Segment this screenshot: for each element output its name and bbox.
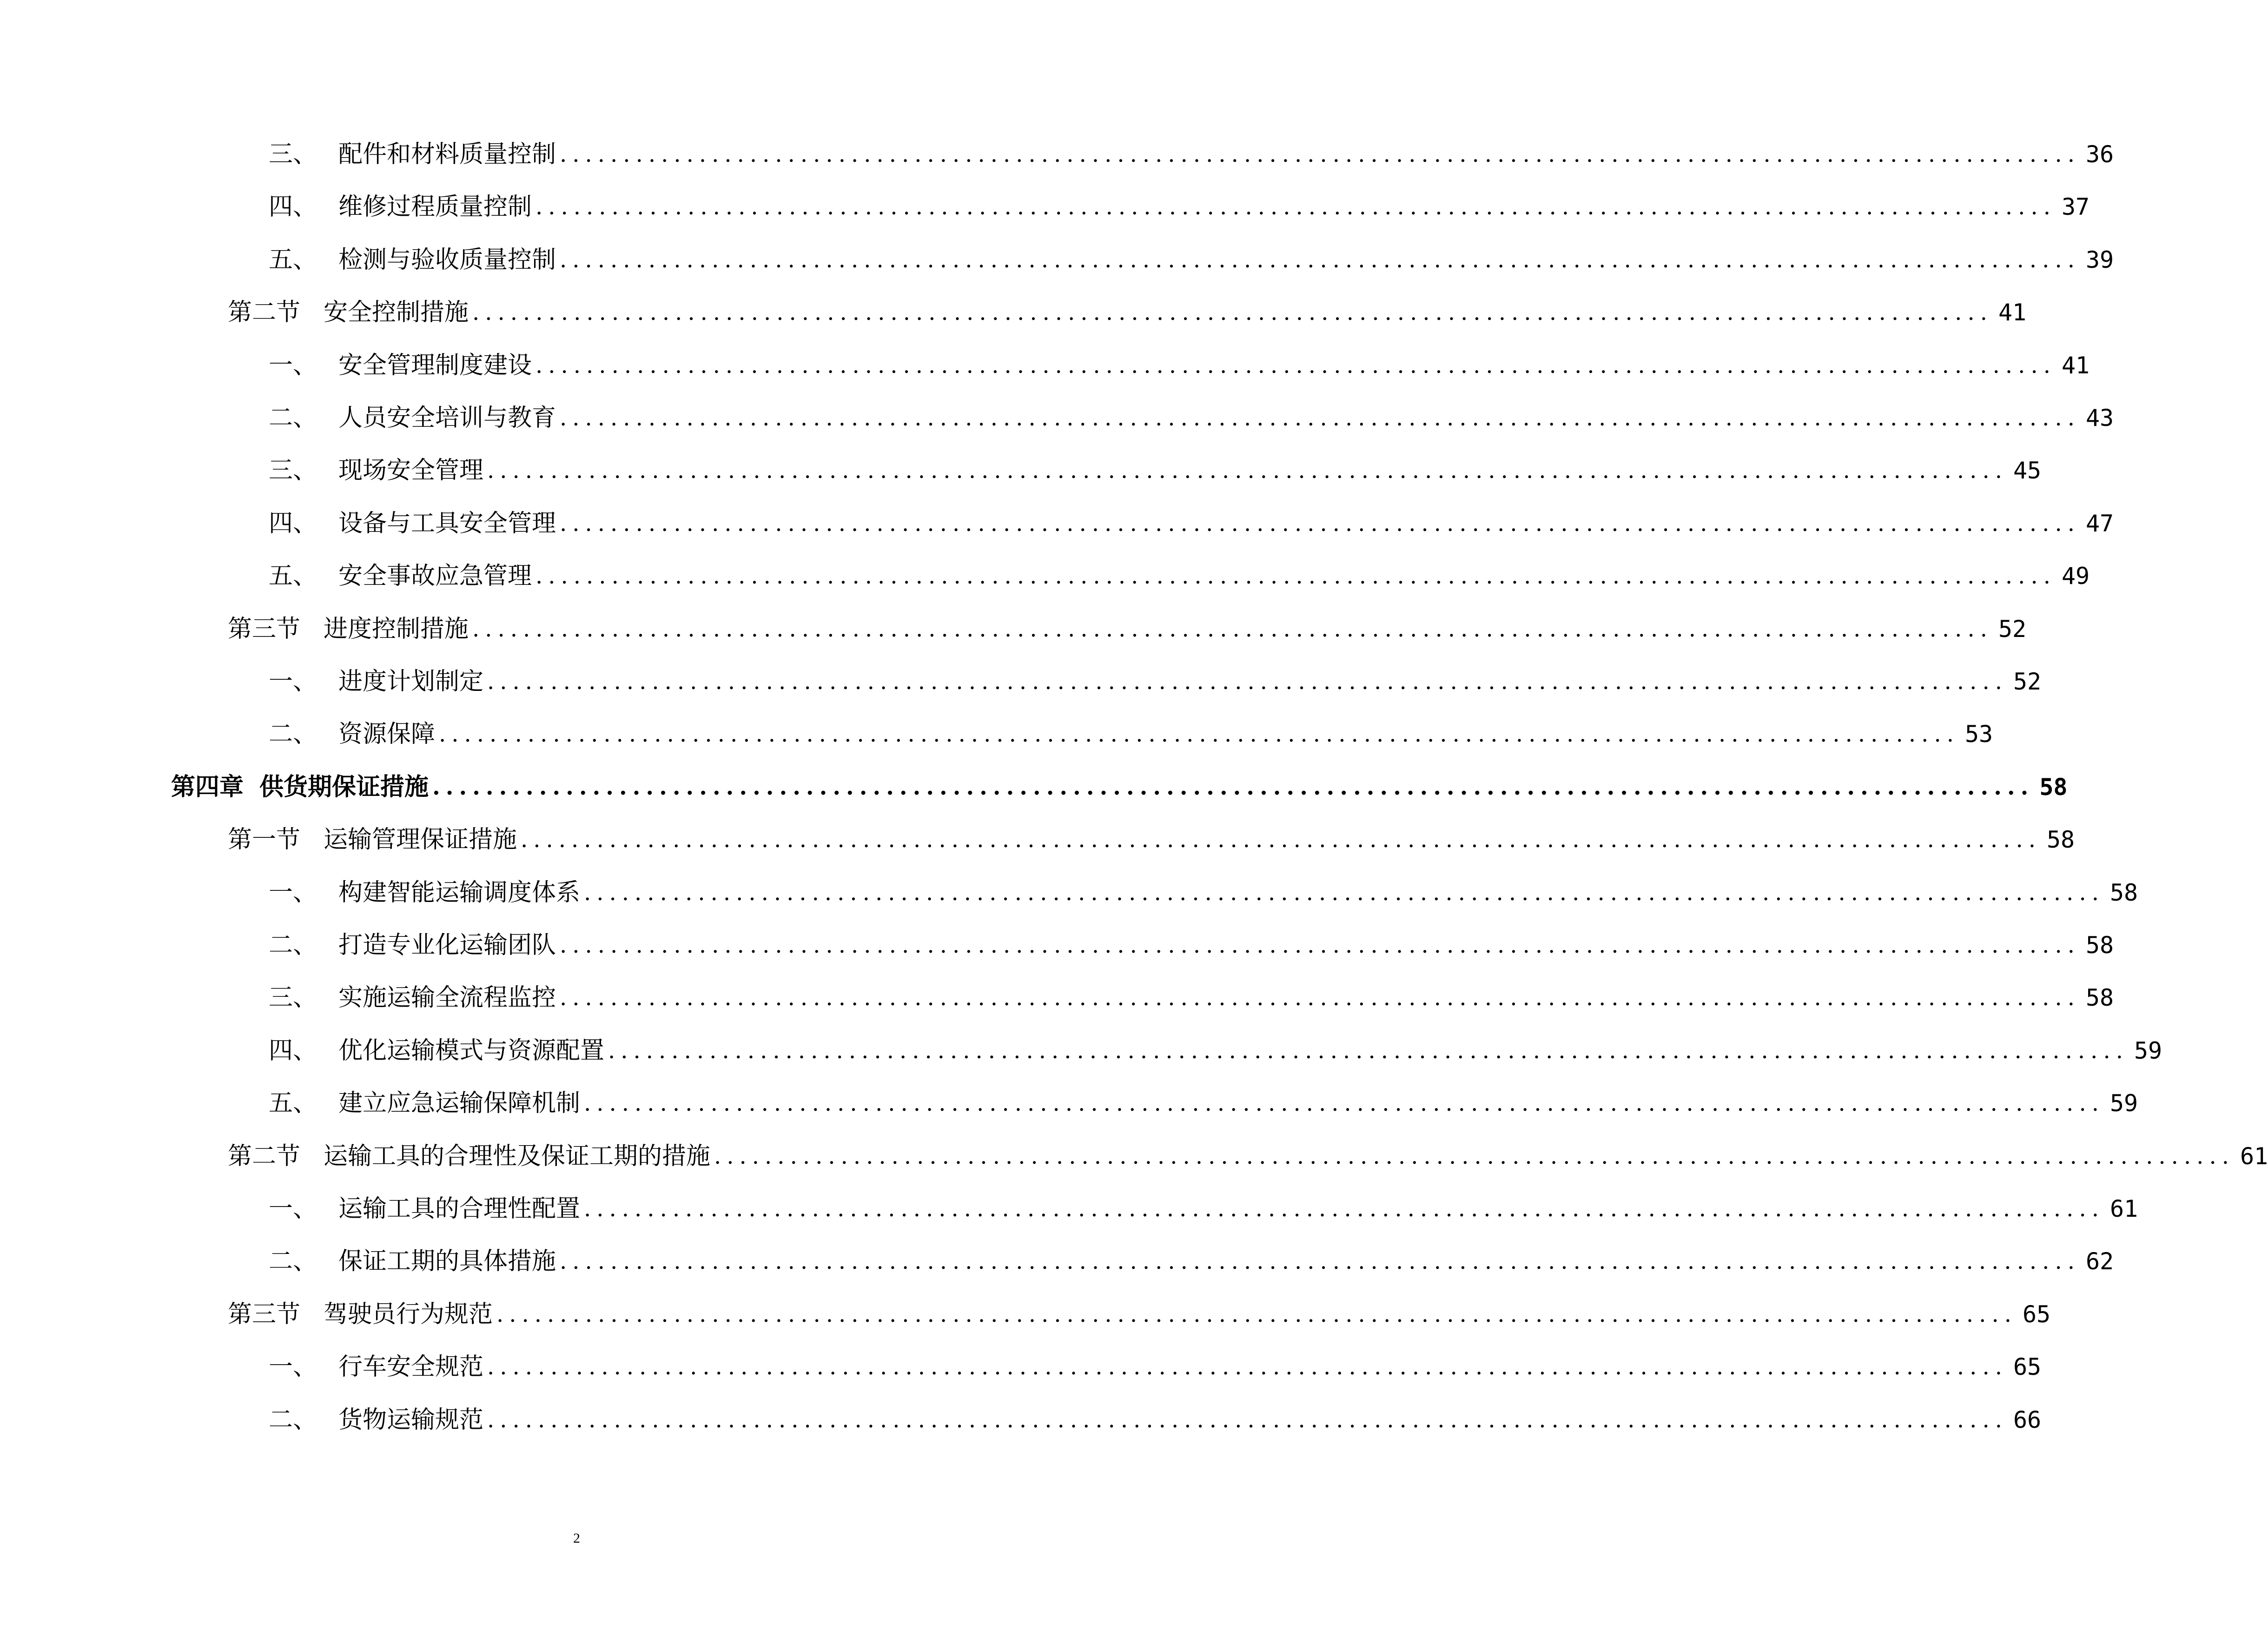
toc-subsection-entry[interactable] [269, 1190, 2138, 1227]
toc-entry-page: 58 [2039, 774, 2068, 801]
toc-subsection-entry[interactable] [269, 1348, 2042, 1386]
toc-entry-page: 37 [2061, 193, 2090, 220]
toc-entry-title: 优化运输模式与资源配置 [338, 1037, 605, 1065]
toc-entry-number: 二、 [269, 1406, 317, 1434]
toc-dot-leader: ........................................................................................................................ [496, 1301, 2017, 1327]
toc-entry-number: 二、 [269, 404, 317, 432]
toc-subsection-entry[interactable] [269, 874, 2138, 911]
toc-entry-title: 安全管理制度建设 [338, 351, 532, 379]
toc-entry-page: 43 [2085, 404, 2114, 431]
toc-entry-title: 安全控制措施 [324, 298, 469, 326]
toc-dot-leader: ........................................................................................................................ [560, 247, 2080, 273]
toc-entry-number: 一、 [269, 1353, 317, 1381]
toc-entry-title: 保证工期的具体措施 [338, 1247, 556, 1275]
toc-subsection-entry[interactable] [269, 663, 2042, 700]
toc-entry-title: 运输工具的合理性及保证工期的措施 [324, 1142, 711, 1170]
toc-dot-leader: ........................................................................................................................ [521, 827, 2041, 853]
toc-dot-leader: ........................................................................................................................ [472, 299, 1993, 325]
toc-entry-page: 65 [2013, 1353, 2042, 1380]
toc-entry-page: 52 [2013, 668, 2042, 695]
toc-dot-leader: ........................................................................................................................ [536, 194, 2056, 220]
toc-dot-leader: ........................................................................................................................ [560, 405, 2080, 431]
toc-entry-number: 二、 [269, 1247, 317, 1275]
toc-entry-title: 打造专业化运输团队 [338, 931, 556, 959]
toc-subsection-entry[interactable] [269, 1032, 2162, 1069]
toc-entry-number: 五、 [269, 562, 317, 590]
toc-section-entry[interactable] [228, 821, 2075, 858]
toc-dot-leader: ........................................................................................................................ [536, 563, 2056, 589]
toc-entry-title: 供货期保证措施 [259, 773, 429, 801]
toc-entry-title: 运输管理保证措施 [324, 826, 517, 854]
toc-entry-number: 第一节 [228, 826, 301, 854]
toc-entry-title: 构建智能运输调度体系 [338, 879, 581, 907]
toc-dot-leader: ........................................................................................................................ [439, 721, 1959, 747]
toc-chapter-entry[interactable] [171, 769, 2068, 806]
toc-subsection-entry[interactable] [269, 241, 2114, 278]
toc-section-entry[interactable] [228, 610, 2027, 648]
toc-subsection-entry[interactable] [269, 927, 2114, 964]
toc-entry-page: 52 [1998, 616, 2027, 643]
toc-subsection-entry[interactable] [269, 1401, 2042, 1439]
toc-entry-number: 第二节 [228, 1142, 301, 1170]
toc-subsection-entry[interactable] [269, 979, 2114, 1016]
toc-dot-leader: ........................................................................................................................ [487, 1354, 2008, 1380]
toc-dot-leader: ........................................................................................................................ [536, 352, 2056, 378]
toc-entry-page: 41 [2061, 352, 2090, 379]
toc-entry-page: 41 [1998, 299, 2027, 326]
toc-entry-title: 进度控制措施 [324, 615, 469, 643]
toc-dot-leader: ........................................................................................................................ [560, 932, 2080, 958]
toc-entry-title: 驾驶员行为规范 [324, 1300, 493, 1328]
toc-entry-number: 四、 [269, 1037, 317, 1065]
toc-dot-leader: ........................................................................................................................ [487, 457, 2008, 484]
toc-entry-page: 58 [2109, 879, 2138, 906]
toc-entry-page: 59 [2134, 1037, 2162, 1064]
toc-section-entry[interactable] [228, 1138, 2268, 1175]
toc-entry-page: 58 [2046, 826, 2075, 853]
toc-entry-page: 45 [2013, 457, 2042, 484]
toc-dot-leader: ........................................................................................................................ [560, 985, 2080, 1011]
toc-entry-page: 39 [2085, 246, 2114, 273]
toc-entry-page: 36 [2085, 141, 2114, 168]
toc-entry-page: 61 [2240, 1143, 2268, 1170]
toc-entry-number: 一、 [269, 351, 317, 379]
toc-entry-title: 行车安全规范 [338, 1353, 484, 1381]
toc-entry-number: 三、 [269, 457, 317, 484]
toc-entry-page: 61 [2109, 1195, 2138, 1222]
toc-entry-title: 资源保障 [338, 720, 436, 748]
toc-entry-title: 进度计划制定 [338, 668, 484, 696]
toc-dot-leader: ........................................................................................................................ [487, 1407, 2008, 1433]
toc-subsection-entry[interactable] [269, 347, 2090, 384]
toc-entry-title: 货物运输规范 [338, 1406, 484, 1434]
toc-subsection-entry[interactable] [269, 505, 2114, 542]
toc-dot-leader: ........................................................................................................................ [487, 669, 2008, 695]
toc-subsection-entry[interactable] [269, 1085, 2138, 1122]
toc-subsection-entry[interactable] [269, 399, 2114, 437]
toc-entry-page: 66 [2013, 1406, 2042, 1433]
toc-entry-number: 三、 [269, 140, 317, 168]
toc-entry-title: 安全事故应急管理 [338, 562, 532, 590]
toc-entry-title: 设备与工具安全管理 [338, 510, 556, 537]
toc-entry-page: 58 [2085, 932, 2114, 959]
toc-entry-title: 现场安全管理 [338, 457, 484, 484]
toc-entry-number: 三、 [269, 984, 317, 1012]
toc-entry-title: 维修过程质量控制 [338, 193, 532, 221]
toc-entry-number: 一、 [269, 879, 317, 907]
toc-dot-leader: ........................................................................................................................ [584, 880, 2104, 906]
toc-entry-title: 建立应急运输保障机制 [338, 1089, 581, 1117]
toc-subsection-entry[interactable] [269, 716, 1993, 753]
toc-entry-page: 58 [2085, 984, 2114, 1011]
toc-subsection-entry[interactable] [269, 188, 2090, 225]
toc-entry-page: 49 [2061, 563, 2090, 590]
toc-section-entry[interactable] [228, 294, 2027, 331]
toc-entry-number: 第二节 [228, 298, 301, 326]
toc-subsection-entry[interactable] [269, 136, 2114, 173]
toc-entry-page: 65 [2022, 1301, 2051, 1328]
toc-entry-number: 四、 [269, 510, 317, 537]
toc-subsection-entry[interactable] [269, 1243, 2114, 1280]
toc-dot-leader: ........................................................................................................................ [560, 511, 2080, 537]
toc-entry-title: 检测与验收质量控制 [338, 246, 556, 274]
toc-entry-number: 一、 [269, 668, 317, 696]
toc-dot-leader: ........................................................................................................................ [608, 1038, 2129, 1064]
toc-dot-leader: ........................................................................................................................ [714, 1143, 2235, 1169]
toc-section-entry[interactable] [228, 1296, 2051, 1333]
toc-dot-leader: ........................................................................................................................ [432, 774, 2034, 800]
toc-dot-leader: ........................................................................................................................ [472, 616, 1993, 642]
toc-entry-title: 实施运输全流程监控 [338, 984, 556, 1012]
toc-entry-number: 第三节 [228, 1300, 301, 1328]
toc-dot-leader: ........................................................................................................................ [584, 1196, 2104, 1222]
toc-dot-leader: ........................................................................................................................ [560, 141, 2080, 167]
toc-entry-number: 四、 [269, 193, 317, 221]
toc-entry-number: 第四章 [171, 773, 244, 801]
toc-entry-title: 配件和材料质量控制 [338, 140, 556, 168]
toc-entry-number: 一、 [269, 1195, 317, 1223]
toc-subsection-entry[interactable] [269, 452, 2042, 489]
page-number: 2 [573, 1531, 580, 1546]
toc-entry-number: 五、 [269, 1089, 317, 1117]
toc-entry-title: 运输工具的合理性配置 [338, 1195, 581, 1223]
toc-entry-page: 53 [1964, 721, 1993, 748]
toc-entry-title: 人员安全培训与教育 [338, 404, 556, 432]
toc-entry-page: 59 [2109, 1090, 2138, 1117]
toc-entry-number: 五、 [269, 246, 317, 274]
toc-entry-page: 62 [2085, 1248, 2114, 1275]
toc-dot-leader: ........................................................................................................................ [560, 1248, 2080, 1274]
toc-entry-number: 二、 [269, 720, 317, 748]
toc-subsection-entry[interactable] [269, 557, 2090, 595]
toc-entry-page: 47 [2085, 510, 2114, 537]
toc-entry-number: 第三节 [228, 615, 301, 643]
toc-dot-leader: ........................................................................................................................ [584, 1090, 2104, 1116]
toc-entry-number: 二、 [269, 931, 317, 959]
